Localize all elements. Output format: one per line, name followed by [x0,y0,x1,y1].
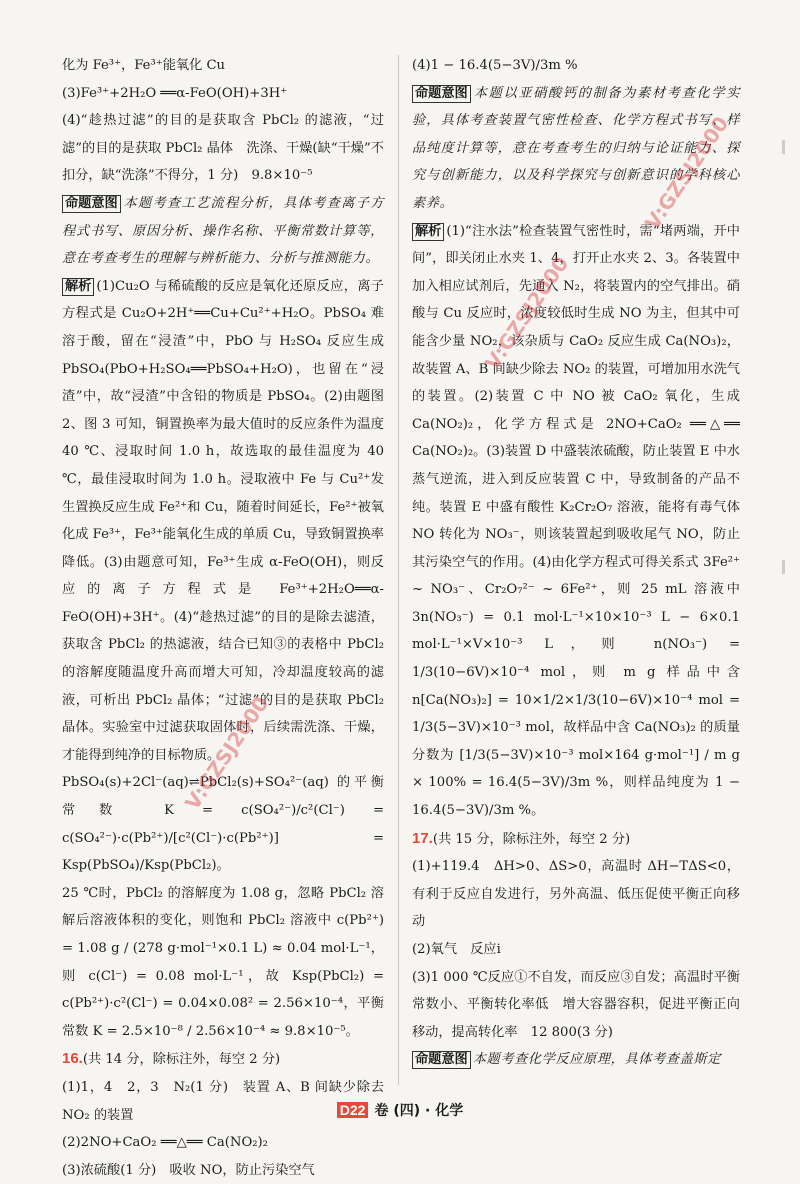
paragraph-text: (1)Cu₂O 与稀硫酸的反应是氧化还原反应，离子方程式是 Cu₂O+2H⁺══Cu+Cu²⁺+H₂O。PbSO₄ 难溶于酸，留在“浸渣”中，PbO 与 H₂SO₄ 反应生成 PbSO₄(PbO+H₂SO₄══PbSO₄+H₂O)，也留在“浸渣”中，故“浸渣”中含铅的物质是 PbSO₄。(2)由题图 2、图 3 可知，铜置换率为最大值时的反应条件为温度 40 ℃、浸取时间 1.0 h，故选取的最佳温度为 40 ℃，最佳浸取时间为 1.0 h。浸取液中 Fe 与 Cu²⁺发生置换反应生成 Fe²⁺和 Cu，随着时间延长，Fe²⁺被氧化成 Fe³⁺，Fe³⁺能氧化生成的单质 Cu，导致铜置换率降低。(3)由题意可知，Fe³⁺生成 α-FeO(OH)，则反应的离子方程式是 Fe³⁺+2H₂O══α-FeO(OH)+3H⁺。(4)“趁热过滤”的目的是除去滤渣，获取含 PbCl₂ 的热滤液，结合已知③的表格中 PbCl₂ 的溶解度随温度升高而增大可知，冷却温度较高的滤液，可析出 PbCl₂ 晶体；“过滤”的目的是获取 PbCl₂ 晶体。实验室中过滤获取固体时，后续需洗涤、干燥，才能得到纯净的目标物质。 [62,278,384,763]
question-number: 16. [62,1050,83,1068]
paragraph-text: (共 15 分，除标注外，每空 2 分) [432,831,631,847]
paragraph-text: 本题考查工艺流程分析，具体考查离子方程式书写、原因分析、操作名称、平衡常数计算等，意在考查考生的理解与辨析能力、分析与推测能力。 [62,195,384,267]
watermark-3: V:GZSJ2000 [180,691,274,814]
left-paragraph [62,880,384,1046]
paragraph-text: 化为 Fe³⁺，Fe³⁺能氧化 Cu [62,58,226,73]
paragraph-text: (4)“趁热过滤”的目的是获取含 PbCl₂ 的滤液，“过滤”的目的是获取 PbCl₂ 晶体 洗涤、干燥(缺“干燥”不扣分，缺“洗涤”不得分，1 分) 9.8×10⁻⁵ [62,113,384,184]
section-tag: 解析 [62,278,94,296]
watermark-1: V:GZSJ2000 [480,251,574,374]
right-paragraph [412,1046,740,1074]
left-paragraph [62,107,384,190]
paragraph-text: (4)1 − 16.4(5−3V)/3m % [412,58,578,73]
paragraph-text: (3)1 000 ℃反应①不自发，而反应③自发；高温时平衡常数小、平衡转化率低 增大容器容积，促进平衡正向移动，提高转化率 12 800(3 分) [412,969,740,1040]
page-footer [0,1100,800,1120]
right-paragraph [412,936,740,964]
paragraph-text: 25 ℃时，PbCl₂ 的溶解度为 1.08 g，忽略 PbCl₂ 溶解后溶液体积的变化，则饱和 PbCl₂ 溶液中 c(Pb²⁺) = 1.08 g / (278 g·mol⁻¹×0.1 L) ≈ 0.04 mol·L⁻¹，则 c(Cl⁻) = 0.08 mol·L⁻¹，故 Ksp(PbCl₂) = c(Pb²⁺)·c²(Cl⁻) = 0.04×0.08² = 2.56×10⁻⁴，平衡常数 K = 2.5×10⁻⁸ / 2.56×10⁻⁴ ≈ 9.8×10⁻⁵。 [62,885,384,1039]
paragraph-text: (2)2NO+CaO₂ ══△══ Ca(NO₂)₂ [62,1135,268,1151]
paragraph-text: 本题以亚硝酸钙的制备为素材考查化学实验，具体考查装置气密性检查、化学方程式书写、样品纯度计算等，意在考查考生的归纳与论证能力、探究与创新能力，以及科学探究与创新意识的学科核心素养。 [412,85,740,211]
left-paragraph [62,190,384,273]
section-tag: 解析 [412,223,444,241]
left-paragraph [62,1129,384,1157]
left-paragraph [62,769,384,879]
left-paragraph [62,1157,384,1184]
left-paragraph [62,273,384,770]
column-divider [398,55,399,1085]
paragraph-text: (1)+119.4 ΔH>0、ΔS>0，高温时 ΔH−TΔS<0，有利于反应自发进行，另外高温、低压促使平衡正向移动 [412,859,740,930]
left-paragraph [62,1045,384,1074]
left-paragraph [62,52,384,80]
right-paragraph [412,52,740,80]
paragraph-text: (共 14 分，除标注外，每空 2 分) [82,1052,281,1068]
question-number: 17. [412,829,433,847]
section-tag: 命题意图 [412,85,471,103]
page-code: D22 [337,1102,369,1118]
right-column [412,52,740,1074]
paragraph-text: 本题考查化学反应原理，具体考查盖斯定 [472,1052,721,1068]
paragraph-text: (1)1，4 2，3 N₂(1 分) 装置 A、B 间缺少除去 NO₂ 的装置 [62,1079,384,1123]
paragraph-text: (2)氧气 反应ⅰ [412,942,501,957]
edge-mark [782,140,785,154]
left-column [62,52,384,1184]
paragraph-text: (3)Fe³⁺+2H₂O ══α-FeO(OH)+3H⁺ [62,85,288,101]
right-paragraph [412,853,740,936]
left-paragraph [62,80,384,108]
edge-mark [782,560,785,574]
paragraph-text: PbSO₄(s)+2Cl⁻(aq)⇌PbCl₂(s)+SO₄²⁻(aq) 的平衡常数 K = c(SO₄²⁻)/c²(Cl⁻) = c(SO₄²⁻)·c(Pb²⁺)/[c²(Cl⁻)·c(Pb²⁺)] = Ksp(PbSO₄)/Ksp(PbCl₂)。 [62,775,384,874]
right-paragraph [412,825,740,854]
footer-label: 卷 (四) · 化学 [374,1103,464,1119]
right-paragraph [412,218,740,825]
paragraph-text: (3)浓硫酸(1 分) 吸收 NO，防止污染空气 [62,1162,315,1178]
right-paragraph [412,964,740,1047]
watermark-2: V:GZSJ2000 [640,111,734,234]
section-tag: 命题意图 [412,1051,471,1069]
section-tag: 命题意图 [62,195,121,213]
paragraph-text: (1)“注水法”检查装置气密性时，需“堵两端，开中间”，即关闭止水夹 1、4，打开止水夹 2、3。各装置中加入相应试剂后，先通入 N₂，将装置内的空气排出。硝酸与 Cu 反应时，浓度较低时生成 NO 为主，但其中可能含少量 NO₂，该杂质与 CaO₂ 反应生成 Ca(NO₃)₂，故装置 A、B 间缺少除去 NO₂ 的装置，可增加用水洗气的装置。(2)装置 C 中 NO 被 CaO₂ 氧化，生成 Ca(NO₂)₂，化学方程式是 2NO+CaO₂ ══△══ Ca(NO₂)₂。(3)装置 D 中盛装浓硫酸，防止装置 E 中水蒸气逆流，进入到反应装置 C 中，导致制备的产品不纯。装置 E 中盛有酸性 K₂Cr₂O₇ 溶液，能将有毒气体 NO 转化为 NO₃⁻，则该装置起到吸收尾气 NO，防止其污染空气的作用。(4)由化学方程式可得关系式 3Fe²⁺ ~ NO₃⁻、Cr₂O₇²⁻ ~ 6Fe²⁺，则 25 mL 溶液中 3n(NO₃⁻) = 0.1 mol·L⁻¹×10×10⁻³ L − 6×0.1 mol·L⁻¹×V×10⁻³ L，则 n(NO₃⁻) = 1/3(10−6V)×10⁻⁴ mol，则 m g 样品中含 n[Ca(NO₃)₂] = 10×1/2×1/3(10−6V)×10⁻⁴ mol = 1/3(5−3V)×10⁻³ mol，故样品中含 Ca(NO₃)₂ 的质量分数为 [1/3(5−3V)×10⁻³ mol×164 g·mol⁻¹] / m g × 100% = 16.4(5−3V)/3m %，则样品纯度为 1 − 16.4(5−3V)/3m %。 [412,223,740,819]
